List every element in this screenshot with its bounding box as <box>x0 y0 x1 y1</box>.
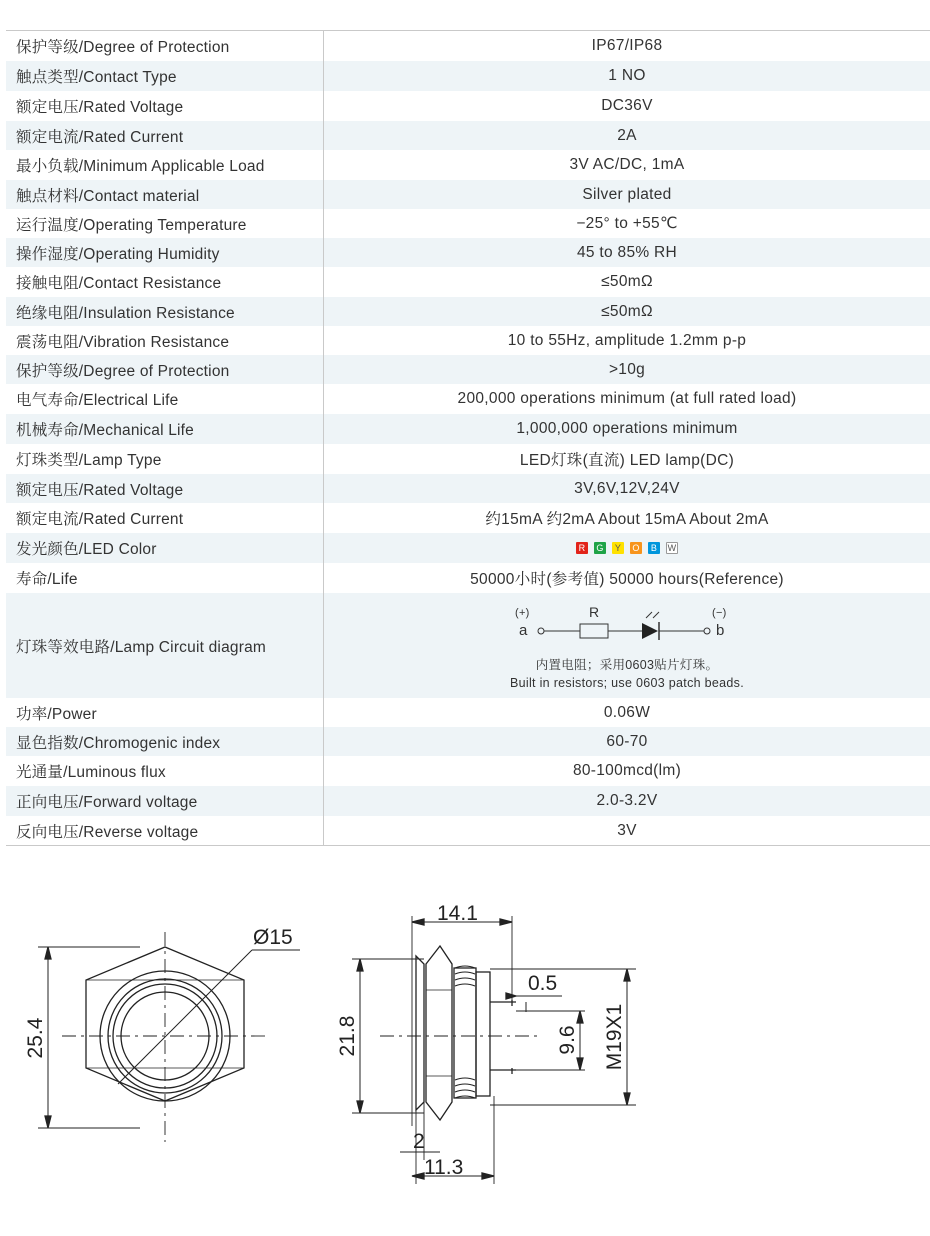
spec-value <box>324 600 930 692</box>
spec-label: 光通量/Luminous flux <box>6 756 324 786</box>
spec-label: 反向电压/Reverse voltage <box>6 816 324 845</box>
spec-label: 额定电流/Rated Current <box>6 503 324 533</box>
spec-row <box>6 593 930 698</box>
dim-pin-thickness: 0.5 <box>528 972 558 995</box>
spec-label: 功率/Power <box>6 698 324 727</box>
spec-row <box>6 267 930 297</box>
spec-value: 45 to 85% RH <box>576 243 678 261</box>
spec-label: 额定电压/Rated Voltage <box>6 91 324 121</box>
specification-table <box>6 30 930 846</box>
spec-row <box>6 414 930 444</box>
spec-label: 机械寿命/Mechanical Life <box>6 414 324 444</box>
spec-row <box>6 180 930 209</box>
spec-label: 保护等级/Degree of Protection <box>6 355 324 384</box>
spec-value: Silver plated <box>582 185 672 203</box>
dim-length-top: 14.1 <box>437 902 478 925</box>
spec-row <box>6 150 930 180</box>
spec-row <box>6 533 930 563</box>
led-color-chip: B <box>648 542 660 554</box>
spec-label: 触点材料/Contact material <box>6 180 324 209</box>
spec-row <box>6 91 930 121</box>
led-color-chip: G <box>594 542 606 554</box>
spec-label: 寿命/Life <box>6 563 324 593</box>
spec-row <box>6 31 930 61</box>
spec-row <box>6 121 930 150</box>
spec-label: 最小负载/Minimum Applicable Load <box>6 150 324 180</box>
spec-value: 3V AC/DC, 1mA <box>569 156 685 173</box>
spec-label: 灯珠类型/Lamp Type <box>6 444 324 474</box>
led-color-chip: W <box>667 542 677 553</box>
spec-row <box>6 355 930 384</box>
circuit-schematic <box>512 600 742 646</box>
spec-label: 灯珠等效电路/Lamp Circuit diagram <box>6 593 324 698</box>
spec-label: 绝缘电阻/Insulation Resistance <box>6 297 324 326</box>
spec-value: 10 to 55Hz, amplitude 1.2mm p-p <box>507 331 747 349</box>
spec-label: 操作湿度/Operating Humidity <box>6 238 324 267</box>
led-color-chip: Y <box>612 542 624 554</box>
spec-row <box>6 297 930 326</box>
spec-value: 50000小时(参考值) 50000 hours(Reference) <box>470 571 784 588</box>
dimension-drawing <box>0 880 930 1220</box>
dim-pin-spacing: 9.6 <box>556 1025 579 1055</box>
spec-label: 显色指数/Chromogenic index <box>6 727 324 756</box>
spec-row <box>6 238 930 267</box>
spec-value: 2.0-3.2V <box>596 792 658 809</box>
spec-label: 触点类型/Contact Type <box>6 61 324 91</box>
led-color-swatches <box>576 542 678 554</box>
spec-row <box>6 503 930 533</box>
circuit-minus: (−) <box>712 606 727 619</box>
spec-label: 发光颜色/LED Color <box>6 533 324 563</box>
spec-value: 2A <box>617 126 637 144</box>
lamp-circuit-diagram <box>324 600 930 692</box>
dim-length-bottom: 11.3 <box>424 1156 464 1179</box>
circuit-note-cn: 内置电阻；采用0603贴片灯珠。 <box>535 657 719 672</box>
dim-thread: M19X1 <box>603 1003 626 1071</box>
spec-label: 震荡电阻/Vibration Resistance <box>6 326 324 355</box>
circuit-note-en: Built in resistors; use 0603 patch beads. <box>510 675 744 690</box>
front-view <box>38 932 300 1142</box>
spec-label: 电气寿命/Electrical Life <box>6 384 324 414</box>
spec-row <box>6 474 930 503</box>
spec-value: 80-100mcd(lm) <box>572 762 682 779</box>
spec-value: 3V <box>617 821 637 839</box>
led-color-chip: O <box>630 542 642 554</box>
circuit-node-b: b <box>716 621 725 639</box>
dim-hex-height: 25.4 <box>24 1017 47 1059</box>
spec-value: IP67/IP68 <box>591 37 663 54</box>
spec-label: 运行温度/Operating Temperature <box>6 209 324 238</box>
spec-value: ≤50mΩ <box>601 273 653 290</box>
spec-value: 1 NO <box>608 67 646 84</box>
spec-value: >10g <box>608 360 646 378</box>
spec-row <box>6 444 930 474</box>
dim-flange: 2 <box>413 1130 425 1153</box>
circuit-plus: (+) <box>515 606 530 619</box>
spec-value: 3V,6V,12V,24V <box>574 479 680 497</box>
spec-value: ≤50mΩ <box>601 302 653 320</box>
spec-row <box>6 61 930 91</box>
spec-value <box>324 539 930 557</box>
spec-row <box>6 698 930 727</box>
spec-value: 0.06W <box>603 703 651 721</box>
dim-diameter: Ø15 <box>253 926 293 949</box>
spec-value: DC36V <box>601 97 653 114</box>
spec-label: 额定电压/Rated Voltage <box>6 474 324 503</box>
spec-row <box>6 727 930 756</box>
spec-label: 正向电压/Forward voltage <box>6 786 324 816</box>
spec-row <box>6 816 930 845</box>
spec-row <box>6 786 930 816</box>
spec-row <box>6 326 930 355</box>
circuit-node-a: a <box>519 621 528 639</box>
spec-value: −25° to +55℃ <box>576 215 678 232</box>
dim-body-height: 21.8 <box>336 1015 359 1057</box>
spec-row <box>6 384 930 414</box>
spec-value: 200,000 operations minimum (at full rated load) <box>457 390 797 407</box>
side-view <box>352 916 636 1184</box>
spec-row <box>6 756 930 786</box>
spec-row <box>6 209 930 238</box>
spec-value: LED灯珠(直流) LED lamp(DC) <box>519 452 735 469</box>
spec-value: 60-70 <box>606 732 648 750</box>
circuit-resistor-label: R <box>589 603 600 620</box>
spec-row <box>6 563 930 593</box>
spec-label: 保护等级/Degree of Protection <box>6 31 324 61</box>
led-color-chip: R <box>576 542 588 554</box>
spec-value: 1,000,000 operations minimum <box>516 420 738 437</box>
spec-label: 额定电流/Rated Current <box>6 121 324 150</box>
spec-label: 接触电阻/Contact Resistance <box>6 267 324 297</box>
spec-value: 约15mA 约2mA About 15mA About 2mA <box>485 511 769 528</box>
